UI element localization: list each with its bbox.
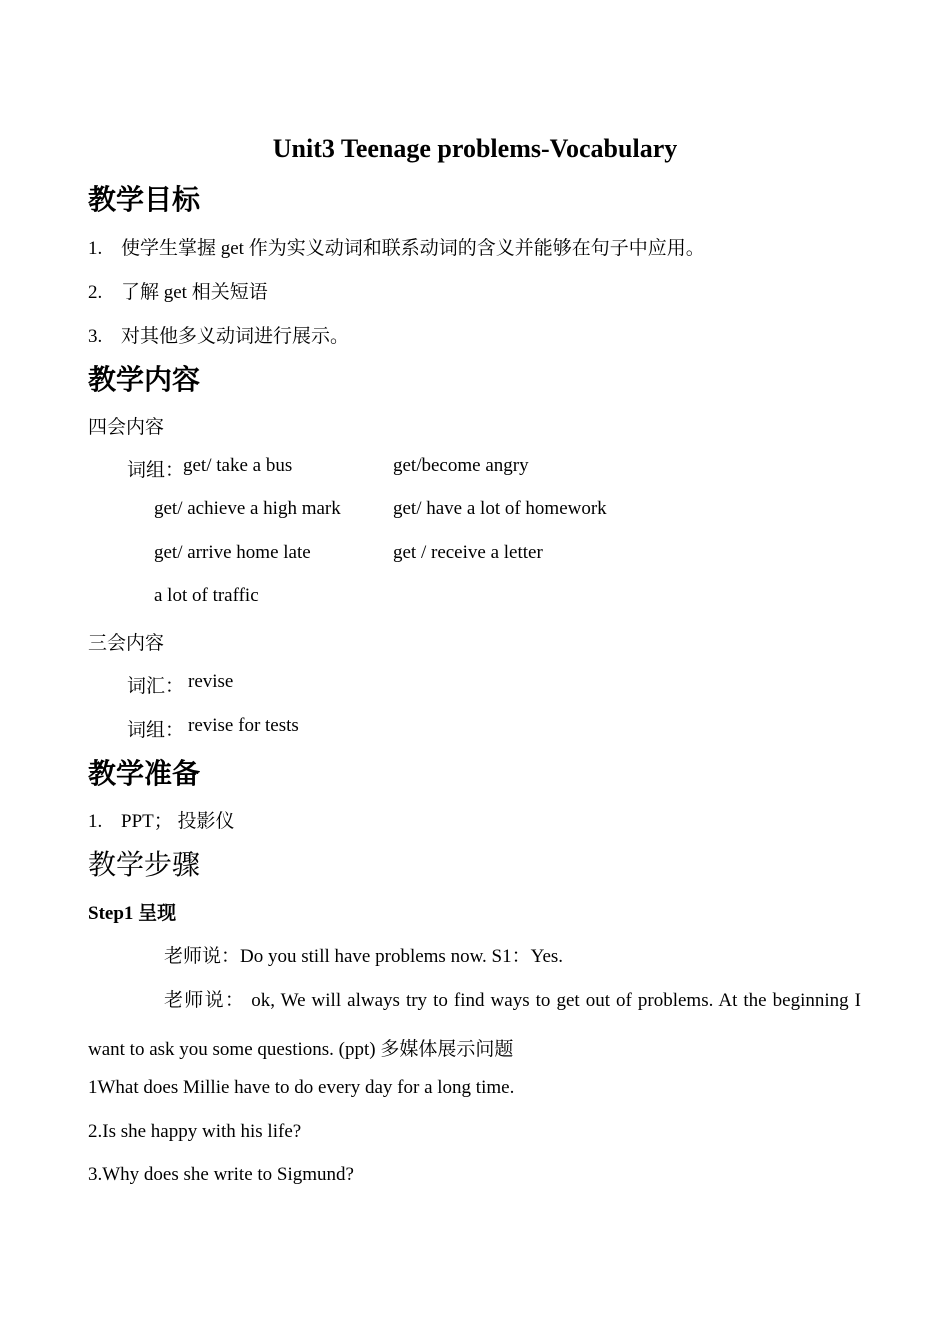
- preparation-item: [88, 806, 235, 833]
- step1-label: Step1 呈现: [88, 903, 177, 924]
- objective-number: 1.: [88, 238, 103, 259]
- dialogue-text: ok, We will always try to find ways to get out of problems. At the beginning I: [251, 990, 861, 1011]
- phrase-right: get/ have a lot of homework: [393, 498, 607, 519]
- phrase-left: a lot of traffic: [154, 585, 259, 606]
- dialogue-line: [164, 985, 861, 1012]
- three-skills-label: 三会内容: [88, 633, 165, 654]
- question-item: 1What does Millie have to do every day for a long time.: [88, 1077, 515, 1098]
- phrase-value: revise for tests: [188, 715, 299, 736]
- four-skills-label: 四会内容: [88, 417, 165, 438]
- phrase-left: get/ arrive home late: [154, 542, 311, 563]
- objective-number: 2.: [88, 282, 103, 303]
- vocab-value: revise: [188, 671, 234, 692]
- preparation-number: 1.: [88, 811, 103, 832]
- phrase-right: get/become angry: [393, 455, 529, 476]
- objective-text: 了解 get 相关短语: [121, 282, 268, 303]
- phrase-right: get / receive a letter: [393, 542, 543, 563]
- objective-item: [88, 277, 268, 304]
- objective-item: [88, 321, 349, 348]
- preparation-heading: 教学准备: [88, 757, 201, 790]
- preparation-text: PPT； 投影仪: [121, 811, 235, 832]
- dialogue-continuation: want to ask you some questions. (ppt) 多媒体展示问题: [88, 1039, 514, 1060]
- speaker-label: 老师说：: [164, 946, 241, 967]
- phrase-left: get/ take a bus: [183, 455, 293, 476]
- dialogue-line: [164, 941, 563, 968]
- objective-text: 使学生掌握 get 作为实义动词和联系动词的含义并能够在句子中应用。: [121, 238, 705, 259]
- speaker-label: 老师说：: [164, 990, 246, 1011]
- content-heading: 教学内容: [88, 363, 201, 396]
- question-item: 2.Is she happy with his life?: [88, 1121, 302, 1142]
- steps-heading: 教学步骤: [88, 848, 201, 881]
- dialogue-text: Do you still have problems now. S1：Yes.: [240, 946, 564, 967]
- phrase-left: get/ achieve a high mark: [154, 498, 341, 519]
- vocab-label: 词汇：: [127, 676, 185, 697]
- objective-number: 3.: [88, 326, 103, 347]
- objectives-heading: 教学目标: [88, 183, 201, 216]
- objective-item: [88, 233, 705, 260]
- question-item: 3.Why does she write to Sigmund?: [88, 1164, 354, 1185]
- phrase-label: 词组：: [127, 720, 185, 741]
- objective-text: 对其他多义动词进行展示。: [121, 326, 350, 347]
- phrase-label: 词组：: [127, 460, 185, 481]
- document-title: Unit3 Teenage problems-Vocabulary: [272, 134, 678, 163]
